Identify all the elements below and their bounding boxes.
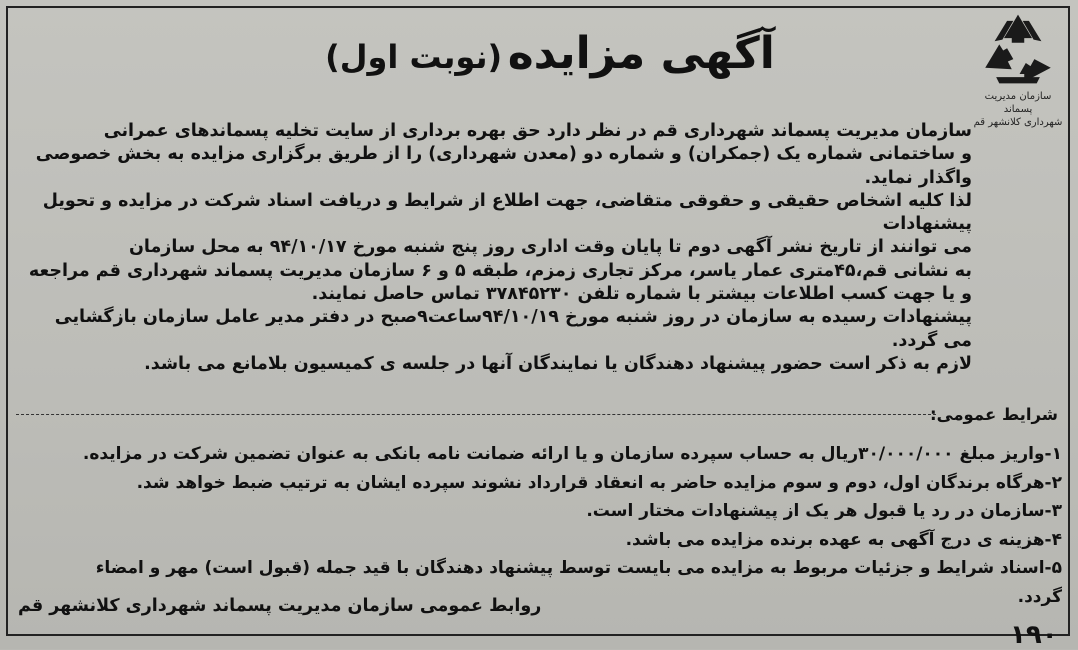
condition-item: ۴-هزینه ی درج آگهی به عهده برنده مزایده می باشد.	[625, 529, 1062, 550]
body-line: و یا جهت کسب اطلاعات بیشتر با شماره تلفن ۳۷۸۴۵۲۳۰ تماس حاصل نمایند.	[311, 284, 972, 305]
section-divider	[16, 414, 936, 415]
body-line: و ساختمانی شماره یک (جمکران) و شماره دو (معدن شهرداری) را از طریق برگزاری مزایده به بخش خصوصی واگذار نماید.	[35, 144, 972, 188]
body-line: به نشانی قم،۴۵متری عمار یاسر، مرکز تجاری زمزم، طبقه ۵ و ۶ سازمان مدیریت پسماند شهرداری قم مراجعه	[28, 260, 972, 281]
recycle-icon	[979, 10, 1057, 88]
title-main: آگهی مزایده	[507, 28, 775, 79]
condition-item: ۱-واریز مبلغ ۳۰/۰۰۰/۰۰۰ریال به حساب سپرده سازمان و یا ارائه ضمانت نامه بانکی به عنوان تضمین شرکت در مزایده.	[82, 444, 1062, 464]
body-line: پیشنهادات رسیده به سازمان در روز شنبه مورخ ۹۴/۱۰/۱۹ساعت۹صبح در دفتر مدیر عامل سازمان بازگشایی می گردد.	[54, 307, 972, 351]
body-line: لازم به ذکر است حضور پیشنهاد دهندگان یا نمایندگان آنها در جلسه ی کمیسیون بلامانع می باشد.	[144, 353, 972, 374]
conditions-list	[60, 440, 1062, 612]
organization-logo	[970, 10, 1066, 140]
body-line: می توانند از تاریخ نشر آگهی دوم تا پایان وقت اداری روز پنج شنبه مورخ ۹۴/۱۰/۱۷ به محل سازمان	[128, 237, 972, 258]
logo-caption-line1: سازمان مدیریت پسماند	[984, 91, 1052, 115]
ad-title	[310, 28, 790, 79]
condition-item: ۲-هرگاه برندگان اول، دوم و سوم مزایده حاضر به انعقاد قرارداد نشوند سپرده ایشان به ترتیب ضبط خواهد شد.	[136, 472, 1062, 493]
title-sub: (نوبت اول)	[325, 38, 503, 76]
condition-item: ۵-اسناد شرایط و جزئیات مربوط به مزایده می بایست توسط پیشنهاد دهندگان با قید جمله (قبول است) مهر و امضاء گردد.	[95, 558, 1062, 607]
logo-caption-line2: شهرداری کلانشهر قم	[973, 117, 1063, 128]
logo-caption	[970, 90, 1066, 129]
public-relations-signature: روابط عمومی سازمان مدیریت پسماند شهرداری کلانشهر قم	[18, 596, 542, 616]
conditions-heading: شرایط عمومی:	[930, 405, 1058, 424]
page-number: ۱۹۰	[1010, 620, 1058, 650]
body-line: سازمان مدیریت پسماند شهرداری قم در نظر دارد حق بهره برداری از سایت تخلیه پسماندهای عمرانی	[103, 121, 972, 141]
body-line: لذا کلیه اشخاص حقیقی و حقوقی متقاضی، جهت اطلاع از شرایط و دریافت اسناد شرکت در مزایده و تحویل پیشنهادات	[42, 190, 972, 235]
announcement-body	[22, 120, 972, 376]
condition-item: ۳-سازمان در رد یا قبول هر یک از پیشنهادات مختار است.	[586, 501, 1062, 522]
